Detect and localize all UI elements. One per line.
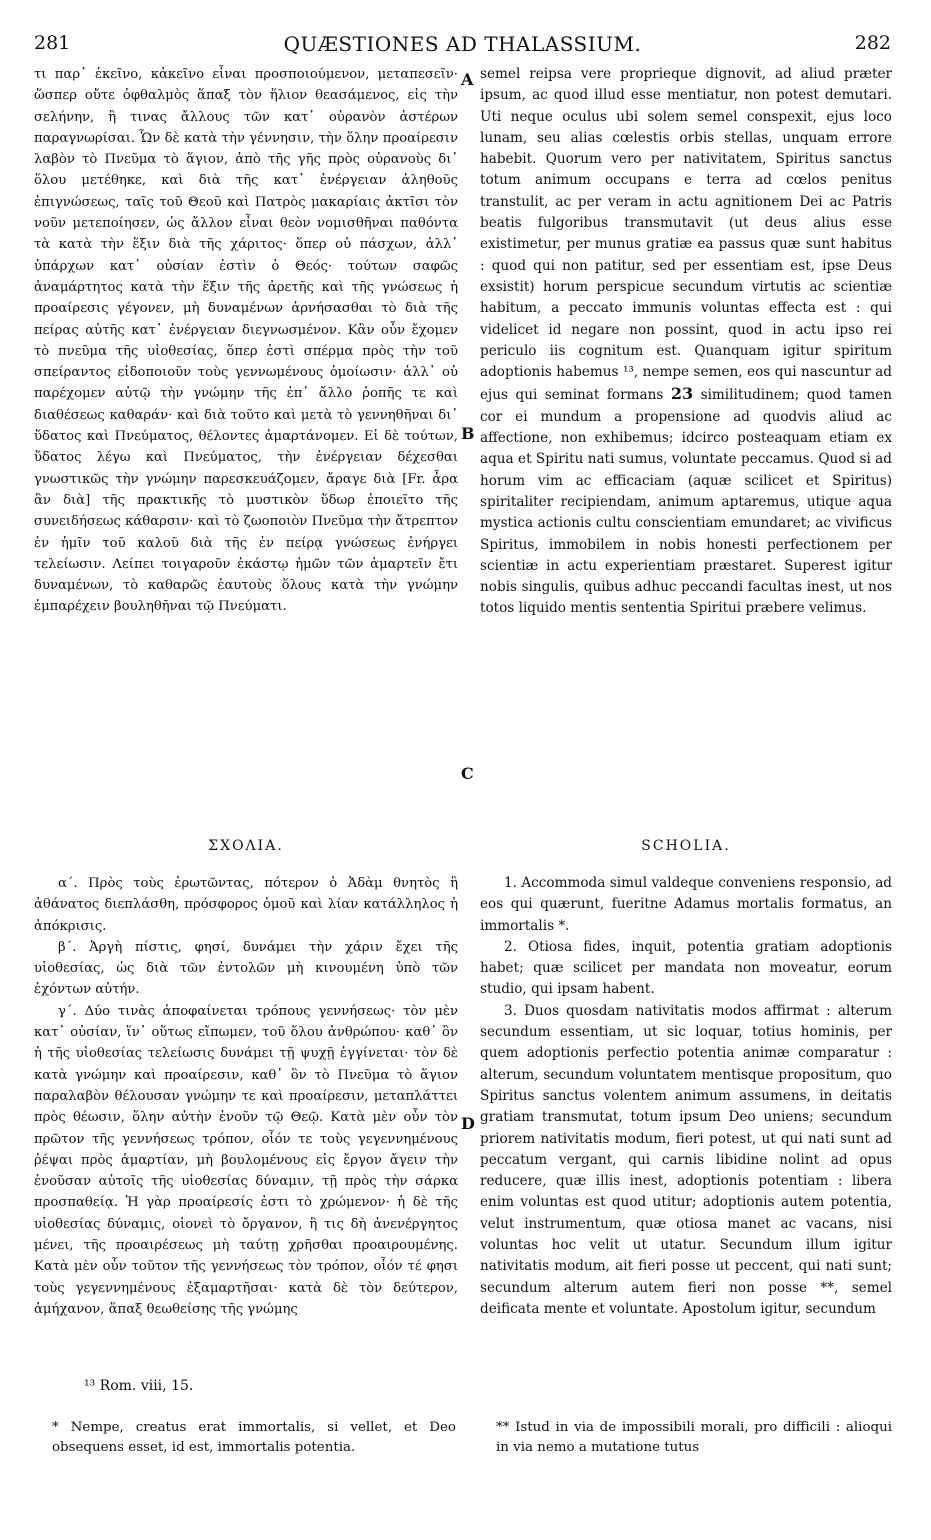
latin-main-part-2: similitudinem; quod tamen cor ei mundum a propensione ad quodvis aliud ac affectione, non exhibemus; idcirco posteaquam etiam ex aqua et Spiritu nati sumus, voluntate peccamus. Quod si ad horum vim ac efficaciam (aquæ scilicet et Spiritus) spiritaliter recipiendam, animum aptaremus, utique aqua mystica actionis cultu conscientiam emundaret; ac vivificus Spiritus, immobilem in nobis honesti perfectionem per scientiæ in actu experientiam præstaret. Superest igitur nobis singulis, quibus adhuc peccandi facultas inest, ut nos totos liquido mentis sententia Spiritui præbere velimus.	[480, 387, 892, 617]
latin-main-paragraph	[480, 64, 892, 620]
latin-scholion-2: 2. Otiosa fides, inquit, potentia gratiam adoptionis habet; quæ scilicet per mandata non moveatur, eorum studio, qui ipsam habent.	[480, 938, 892, 998]
greek-scholion-1: α΄. Πρὸς τοὺς ἐρωτῶντας, πότερον ὁ Ἀδὰμ θνητὸς ἢ ἀθάνατος διεπλάσθη, πρόσφορος ὁμοῦ καὶ λίαν κατάλληλος ἡ ἀπόκρισις.	[34, 876, 458, 934]
footnote-reference: ¹³ Rom. viii, 15.	[84, 1378, 194, 1394]
margin-letter-a: A	[461, 70, 474, 89]
latin-main-part-1: semel reipsa vere proprieque dignovit, ad aliud præter ipsum, ac quod illud esse mentiatur, non potest demutari. Uti neque oculus ubi solem semel conspexit, ejus loco lunam, seu alias cœlestis orbis stellas, unquam errore habebit. Quorum vero per nativitatem, Spiritus sanctus totum animum occupans e terra ad cœlos penitus transtulit, ac per veram in actu agnitionem Dei ac Patris beatis fulgoribus transmutavit (ut deus alius esse existimetur, per munus gratiæ ea passus quæ sunt habitus : quod qui non patitur, sed per essentiam est, ipse Deus exsistit) horum perspicue secundum virtutis ac scientiæ habitum, a peccato immunis voluntas effecta est : qui videlicet id negare non possint, quod in actu ipso rei periculo iis cognitum est. Quanquam igitur spiritum adoptionis habemus ¹³, nempe semen, eos qui nascuntur ad ejus qui seminat formans	[480, 66, 892, 404]
latin-scholia-title: SCHOLIA.	[641, 838, 731, 854]
greek-scholia-title: ΣΧΟΛΙΑ.	[208, 838, 284, 854]
note-right: ** Istud in via de impossibili morali, pro difficili : alioqui in via nemo a mutatione tutus	[496, 1420, 892, 1455]
running-title: QUÆSTIONES AD THALASSIUM.	[283, 32, 642, 56]
margin-letter-b: B	[461, 424, 475, 443]
latin-main-text	[480, 64, 892, 620]
greek-scholia	[34, 836, 458, 1320]
greek-scholion-2: β΄. Ἀργὴ πίστις, φησί, δυνάμει τὴν χάριν ἔχει τῆς υἱοθεσίας, ὡς διὰ τῶν ἐντολῶν μὴ κινουμένη ὑπὸ τῶν ἐχόντων αὐτήν.	[34, 939, 458, 998]
latin-scholion-3: 3. Duos quosdam nativitatis modos affirmat : alterum secundum essentiam, ut sic loquar, totius hominis, per quem adoptionis perfectio potentia animæ comparatur : alterum, secundum voluntatem mentisque propositum, quo Spiritus sanctus volentem animum assumens, in deitatis gratiam transmutat, totum ipsum Deo uniens; secundum priorem nativitatis modum, fieri potest, ut qui nati sunt ad peccatum vergant, qui carnis libidine nolint ad opus reducere, quæ illis inest, adoptionis potentiam : libera enim voluntas est quod utitur; adoptionis autem potentia, velut instrumentum, quæ otiosa manet ac vacans, nisi voluntas hoc velit ut utatur. Secundum illum igitur nativitatis modum, ait fieri posse ut peccent, qui nati sunt; secundum alterum autem fieri non posse **, semel deificata mente et voluntate. Apostolum igitur, secundum	[480, 1002, 892, 1317]
column-number: 23	[670, 384, 694, 404]
greek-main-paragraph: τι παρ᾽ ἐκεῖνο, κἀκεῖνο εἶναι προσποιούμενον, μεταπεσεῖν· ὥσπερ οὔτε ὀφθαλμὸς ἅπαξ τὸν ἥλιον θεασάμενος, εἰς τὴν σελήνην, ἢ τινας ἄλλους τῶν κατ᾽ οὐρανὸν ἀστέρων παραγνωρίσαι. Ὧν δὲ κατὰ τὴν γέννησιν, τὴν ὅλην προαίρεσιν λαβὸν τὸ Πνεῦμα τὸ ἅγιον, ἀπὸ τῆς γῆς πρὸς οὐρανοὺς δι᾽ ὅλου μετέθηκε, καὶ διὰ τῆς κατ᾽ ἐνέργειαν ἀληθοῦς ἐπιγνώσεως, ταῖς τοῦ Θεοῦ καὶ Πατρὸς μακαρίαις ἀκτῖσι τὸν νοῦν μετεποίησεν, ὡς ἄλλον εἶναι θεὸν νομισθῆναι παθόντα τὰ κατὰ τὴν ἕξιν διὰ τῆς χάριτος· ὅπερ οὐ πάσχων, ἀλλ᾽ ὑπάρχων κατ᾽ οὐσίαν ἐστὶν ὁ Θεός· τούτων σαφῶς ἀναμάρτητος κατὰ τὴν ἕξιν τῆς ἀρετῆς καὶ τῆς γνώσεως ἡ προαίρεσις γέγονεν, μὴ δυναμένων ἀρνήσασθαι τὸ διὰ τῆς πείρας αὐτῆς κατ᾽ ἐνέργειαν διεγνωσμένον. Κἂν οὖν ἔχομεν τὸ πνεῦμα τῆς υἱοθεσίας, ὅπερ ἐστὶ σπέρμα πρὸς τὴν τοῦ σπείραντος εἰδοποιοῦν τοὺς γεννωμένους ὁμοίωσιν· ἀλλ᾽ οὐ παρέχομεν αὐτῷ τὴν γνώμην τῆς ἐπ᾽ ἄλλο ῥοπῆς τε καὶ διαθέσεως καθαράν· καὶ διὰ τοῦτο καὶ μετὰ τὸ γεννηθῆναι δι᾽ ὕδατος καὶ Πνεύματος, θέλοντες ἁμαρτάνομεν. Εἰ δὲ τούτων, ὕδατος λέγω καὶ Πνεύματος, τὴν ἐνέργειαν δέχεσθαι γνωστικῶς τὴν γνώμην παρεσκευάζομεν, ἄραγε διὰ [Fr. ἆρα ἂν διὰ] τῆς πρακτικῆς τὸ μυστικὸν ὕδωρ ἐποιεῖτο τῆς συνειδήσεως κάθαρσιν· καὶ τὸ ζωοποιὸν Πνεῦμα τὴν ἄτρεπτον ἐν ἡμῖν τοῦ καλοῦ διὰ τῆς ἐν πείρᾳ γνώσεως ἐνήργει τελείωσιν. Λείπει τοιγαροῦν ἑκάστῳ ἡμῶν τῶν ἁμαρτεῖν ἔτι δυναμένων, τὸ καθαρῶς ἑαυτοὺς ὅλους κατὰ τὴν γνώμην ἐμπαρέχειν βουληθῆναι τῷ Πνεύματι.	[34, 67, 458, 615]
page-number-right: 282	[854, 32, 891, 54]
page-number-left: 281	[34, 32, 71, 54]
latin-scholion-1: 1. Accommoda simul valdeque conveniens responsio, ad eos qui quærunt, fueritne Adamus mortalis formatus, an immortalis *.	[480, 875, 892, 934]
note-left: * Nempe, creatus erat immortalis, si vellet, et Deo obsequens esset, id est, immortalis potentia.	[52, 1420, 456, 1455]
latin-scholia	[480, 836, 892, 1320]
margin-letter-d: D	[461, 1114, 475, 1133]
running-header	[34, 28, 891, 58]
greek-scholion-3: γ΄. Δύο τινὰς ἀποφαίνεται τρόπους γεννήσεως· τὸν μὲν κατ᾽ οὐσίαν, ἵν᾽ οὕτως εἴπωμεν, τοῦ ὅλου ἀνθρώπου· καθ᾽ ὃν ἡ τῆς υἱοθεσίας τελείωσις δυνάμει τῇ ψυχῇ ἐγγίνεται· τὸν δὲ κατὰ γνώμην καὶ προαίρεσιν, καθ᾽ ὃν τὸ Πνεῦμα τὸ ἅγιον παραλαβὸν θέλουσαν γνώμην τε καὶ προαίρεσιν, μεταπλάττει πρὸς θέωσιν, ὅλην αὐτὴν ἑνοῦν τῷ Θεῷ. Κατὰ μὲν οὖν τὸν πρῶτον τῆς γεννήσεως τρόπον, οἷόν τε τοὺς γεγεννημένους ῥέψαι πρὸς ἁμαρτίαν, μὴ βουλομένους εἰς ἔργον ἄγειν τὴν ἐνοῦσαν αὐτοῖς τῆς υἱοθεσίας δύναμιν, τῇ πρὸς τὴν σάρκα προσπαθείᾳ. Ἡ γὰρ προαίρεσίς ἐστι τὸ χρώμενον· ἡ δὲ τῆς υἱοθεσίας δύναμις, οἱονεὶ τὸ ὄργανον, ἢ τις δὴ ἀνενέργητος μένει, τῆς προαιρέσεως μὴ ταύτῃ χρῆσθαι προαιρουμένης. Κατὰ μὲν οὖν τοῦτον τῆς γεννήσεως τὸν τρόπον, οἷόν τέ φησι τοὺς γεγεννημένους ἐξαμαρτῆσαι· κατὰ δὲ τὸν δεύτερον, ἀμήχανον, ἅπαξ θεωθείσης τῆς γνώμης	[34, 1003, 458, 1317]
greek-main-text	[34, 64, 458, 618]
margin-letter-c: C	[461, 764, 474, 783]
